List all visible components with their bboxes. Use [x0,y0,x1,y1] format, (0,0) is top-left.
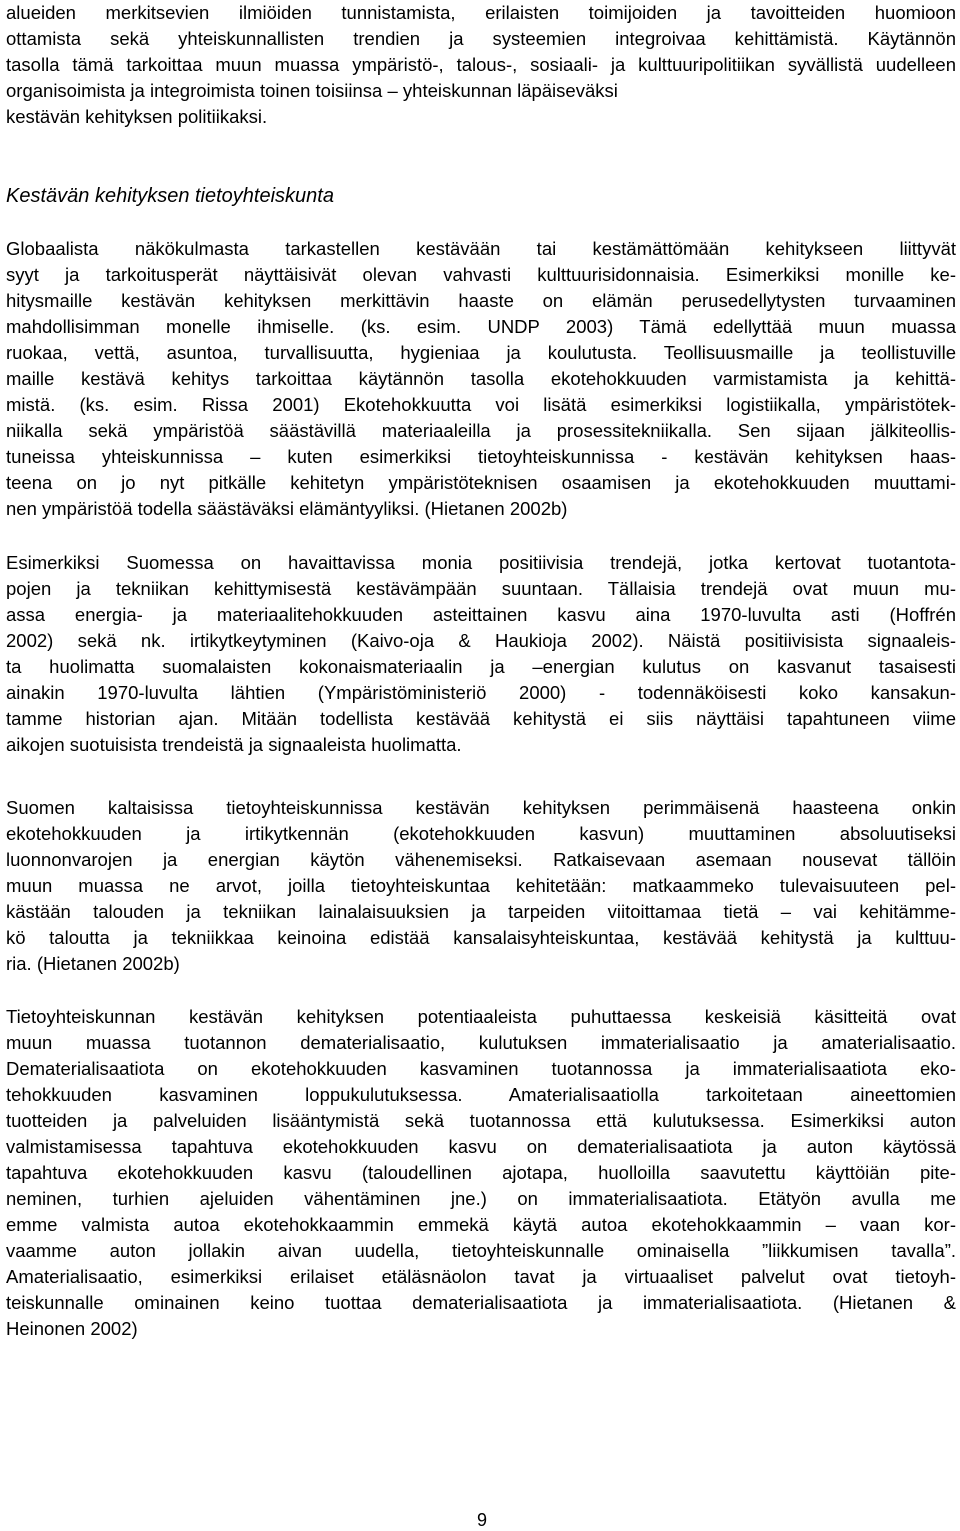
text-line: alueiden merkitsevien ilmiöiden tunnistamista, erilaisten toimijoiden ja tavoitteiden huomioon [6,2,956,23]
page-number: 9 [476,1510,487,1530]
text-line: kestävän kehityksen politiikaksi. [6,106,268,127]
text-line: kästään talouden ja tekniikan lainalaisuuksien ja tarpeiden viitoittamaa tietä – vai kehitämme- [6,901,956,922]
text-line: tapahtuva ekotehokkuuden kasvu (taloudellinen ajotapa, huolloilla saavutettu käyttöiän pite- [6,1162,956,1183]
text-line: assa energia- ja materiaalitehokkuuden asteittainen kasvu aina 1970-luvulta asti (Hoffrén [6,604,956,625]
text-line: pojen ja tekniikan kehittymisestä kestävämpään suuntaan. Tällaisia trendejä ovat muun mu- [6,578,956,599]
text-line: vaamme auton jollakin aivan uudella, tietoyhteiskunnalle ominaisella ”liikkumisen tavalla”. [6,1240,956,1261]
text-line: ruokaa, vettä, asuntoa, turvallisuutta, hygieniaa ja koulutusta. Teollisuusmaille ja teollistuville [6,342,956,363]
text-line: Tietoyhteiskunnan kestävän kehityksen potentiaaleista puhuttaessa keskeisiä käsitteitä ovat [6,1006,956,1027]
text-line: tehokkuuden kasvaminen loppukulutuksessa. Amaterialisaatiolla tarkoitetaan aineettomien [6,1084,956,1105]
text-line: ekotehokkuuden ja irtikytkennän (ekotehokkuuden kasvun) muuttaminen absoluutiseksi [6,823,956,844]
text-line: emme valmista autoa ekotehokkaammin emmekä käytä autoa ekotehokkaammin – vaan kor- [6,1214,956,1235]
text-line: muun muassa ne arvot, joilla tietoyhteiskuntaa kehitetään: matkaammeko tulevaisuuteen pel- [6,875,956,896]
text-line: nen ympäristöä todella säästäväksi elämäntyyliksi. (Hietanen 2002b) [6,498,568,519]
text-line: ria. (Hietanen 2002b) [6,953,180,974]
text-line: mahdollisimman monelle ihmiselle. (ks. esim. UNDP 2003) Tämä edellyttää muun muassa [6,316,956,337]
text-line: ottamista sekä yhteiskunnallisten trendien ja systeemien integroivaa kehittämistä. Käytännön [6,28,956,49]
text-line: luonnonvarojen ja energian käytön vähenemiseksi. Ratkaisevaan asemaan nousevat tällöin [6,849,956,870]
text-line: neminen, turhien ajeluiden vähentäminen jne.) on immaterialisaatiota. Etätyön avulla me [6,1188,956,1209]
text-line: Globaalista näkökulmasta tarkastellen kestävään tai kestämättömään kehitykseen liittyvät [6,238,956,259]
text-line: syyt ja tarkoitusperät näyttäisivät olevan vahvasti kulttuurisidonnaisia. Esimerkiksi monille ke- [6,264,956,285]
text-line: teena on jo nyt pitkälle kehitetyn ympäristöteknisen osaamisen ja ekotehokkuuden muuttami- [6,472,956,493]
text-line: kö taloutta ja tekniikkaa keinoina edistää kansalaisyhteiskuntaa, kestävää kehitystä ja kulttuu- [6,927,956,948]
text-line: muun muassa tuotannon dematerialisaatio, kulutuksen immaterialisaatio ja amaterialisaatio. [6,1032,956,1053]
text-line: tamme historian ajan. Mitään todellista kestävää kehitystä ei siis näyttäisi tapahtuneen viime [6,708,956,729]
text-line: Amaterialisaatio, esimerkiksi erilaiset etäläsnäolon tavat ja virtuaaliset palvelut ovat tietoyh- [6,1266,956,1287]
text-line: tuotteiden ja palveluiden lisääntymistä sekä tuotannossa että kulutuksessa. Esimerkiksi auton [6,1110,956,1131]
text-line: Suomen kaltaisissa tietoyhteiskunnissa kestävän kehityksen perimmäisenä haasteena onkin [6,797,956,818]
text-line: tasolla tämä tarkoittaa muun muassa ympäristö-, talous-, sosiaali- ja kulttuuripolitiikan syvällistä uudelleen organisoimista ja integroimista toinen toisiinsa – yhteiskunnan läpäiseväksi [6,54,956,101]
text-line: niikalla sekä ympäristöä säästävillä materiaaleilla ja prosessitekniikalla. Sen sijaan jälkiteollis- [6,420,956,441]
text-line: aikojen suotuisista trendeistä ja signaaleista huolimatta. [6,734,462,755]
text-line: 2002) sekä nk. irtikytkeytyminen (Kaivo-oja & Haukioja 2002). Näistä positiivisista signaaleis- [6,630,956,651]
text-line: valmistamisessa tapahtuva ekotehokkuuden kasvu on dematerialisaatiota ja auton käytössä [6,1136,956,1157]
text-line: ta huolimatta suomalaisten kokonaismateriaalin ja –energian kulutus on kasvanut tasaisesti [6,656,956,677]
text-line: teiskunnalle ominainen keino tuottaa dematerialisaatiota ja immaterialisaatiota. (Hietanen & [6,1292,956,1313]
text-line: maille kestävä kehitys tarkoittaa käytännön tasolla ekotehokkuuden varmistamista ja kehittä- [6,368,956,389]
text-line: mistä. (ks. esim. Rissa 2001) Ekotehokkuutta voi lisätä esimerkiksi logistiikalla, ympäristötek- [6,394,956,415]
text-line: Heinonen 2002) [6,1318,138,1339]
text-line: tuneissa yhteiskunnissa – kuten esimerkiksi tietoyhteiskunnissa - kestävän kehityksen haas- [6,446,956,467]
text-line: Dematerialisaatiota on ekotehokkuuden kasvaminen tuotannossa ja immaterialisaatiota eko- [6,1058,956,1079]
text-line: ainakin 1970-luvulta lähtien (Ympäristöministeriö 2000) - todennäköisesti koko kansakun- [6,682,956,703]
text-line: hitysmaille kestävän kehityksen merkittävin haaste on elämän perusedellytysten turvaaminen [6,290,956,311]
text-line: Esimerkiksi Suomessa on havaittavissa monia positiivisia trendejä, jotka kertovat tuotantota- [6,552,956,573]
section-heading: Kestävän kehityksen tietoyhteiskunta [6,185,334,207]
